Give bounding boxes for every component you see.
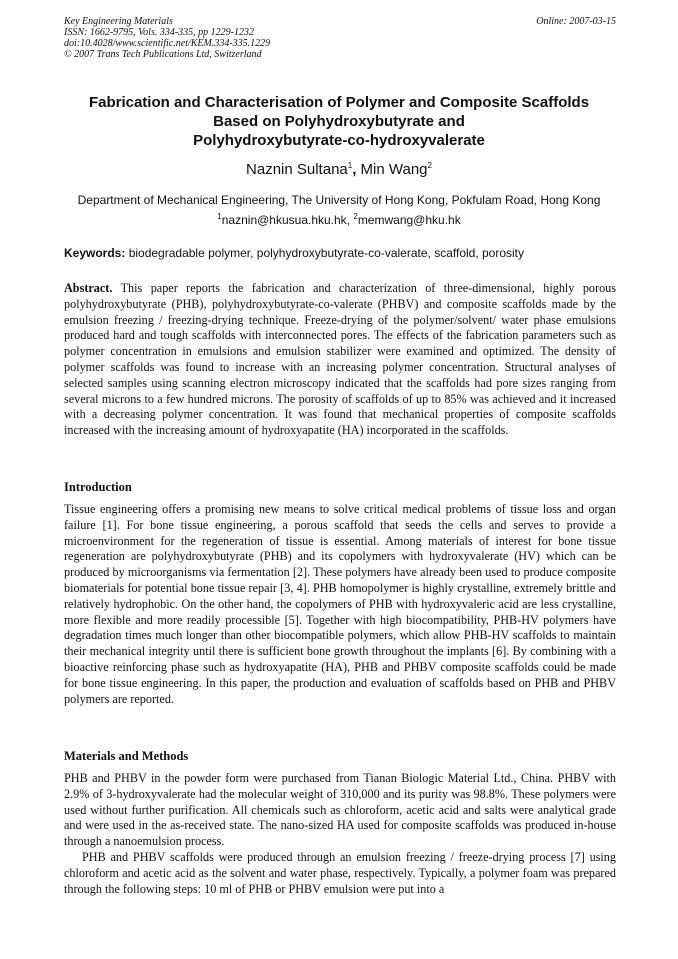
paragraph: PHB and PHBV scaffolds were produced through an emulsion freezing / freeze-drying process [7] using chloroform and acetic acid as the solvent and water phase, respectively. Typically, a polymer foam was prepared through the following steps: 10 ml of PHB or PHBV emulsion were put into a xyxy=(64,849,616,896)
author-name: Naznin Sultana xyxy=(246,161,348,178)
section-heading: Materials and Methods xyxy=(64,749,189,763)
keywords-text: biodegradable polymer, polyhydroxybutyrate-co-valerate, scaffold, porosity xyxy=(125,246,525,260)
journal-issn: ISSN: 1662-9795, Vols. 334-335, pp 1229-1232 xyxy=(64,27,254,38)
email-mark: 1 xyxy=(217,212,222,221)
section-heading: Introduction xyxy=(64,480,132,494)
journal-name: Key Engineering Materials xyxy=(64,16,173,27)
title-line-1: Fabrication and Characterisation of Polymer and Composite Scaffolds xyxy=(88,94,590,111)
introduction-text: Tissue engineering offers a promising new means to solve critical medical problems of tissue loss and organ failure [1]. For bone tissue engineering, a porous scaffold that seeds the cells and serves to provide a microenvironment for the regeneration of tissue is essential. Among materials of interest for bone tissue regeneration are polyhydroxybutyrate (PHB) and its copolymers with hydroxyvalerate (HV) which can be produced by microorganisms via fermentation [2]. These polymers have already been used to produce composite biomaterials for potential bone tissue repair [3, 4]. PHB homopolymer is highly crystalline, extremely brittle and relatively hydrophobic. On the other hand, the copolymers of PHB with hydroxyvaleric acid are less crystalline, more flexible and more readily processible [5]. Together with high biocompatibility, PHB-HV polymers have degradation times much longer than other biocompatible polymers, which allow PHB-HV scaffolds to maintain their mechanical integrity until there is sufficient bone growth throughout the implants [6]. By combining with a bioactive reinforcing phase such as hydroxyapatite (HA), PHB and PHBV composite scaffolds could be made for bone tissue engineering. In this paper, the production and evaluation of scaffolds based on PHB and PHBV polymers are reported. xyxy=(64,502,616,706)
title-line-2: Based on Polyhydroxybutyrate and xyxy=(213,113,465,130)
materials-methods-text xyxy=(64,771,616,897)
keywords xyxy=(64,246,616,260)
email-link: memwang@hku.hk xyxy=(357,213,461,227)
abstract xyxy=(64,281,616,439)
department: Department of Mechanical Engineering, The University of Hong Kong, Pokfulam Road, Hong Kong xyxy=(77,193,601,207)
title-line-3: Polyhydroxybutyrate-co-hydroxyvalerate xyxy=(193,132,485,149)
author-separator: , xyxy=(352,161,357,178)
author-affil-mark: 2 xyxy=(427,161,432,170)
paragraph: PHB and PHBV in the powder form were purchased from Tianan Biologic Material Ltd., China. PHBV with 2.9% of 3-hydroxyvalerate had the molecular weight of 310,000 and its purity was 98.8%. These polymers were used without further purification. All chemicals such as chloroform, acetic acid and salts were analytical grade and were used in the as-received state. The nano-sized HA used for composite scaffolds was produced in-house through a nanoemulsion process. xyxy=(64,771,616,849)
author-name: Min Wang xyxy=(360,161,428,178)
paper-title xyxy=(40,93,638,150)
author-affil-mark: 1 xyxy=(347,161,353,170)
abstract-label: Abstract. xyxy=(64,281,113,295)
author-emails xyxy=(0,210,678,230)
journal-copyright: © 2007 Trans Tech Publications Ltd, Switzerland xyxy=(64,49,262,60)
online-date: Online: 2007-03-15 xyxy=(536,16,616,27)
keywords-label: Keywords: xyxy=(64,246,126,260)
journal-doi: doi:10.4028/www.scientific.net/KEM.334-335.1229 xyxy=(64,38,271,49)
affiliation xyxy=(0,190,678,230)
email-mark: 2 xyxy=(353,212,358,221)
journal-header xyxy=(64,16,616,60)
author-list xyxy=(0,161,678,178)
email-link: naznin@hkusua.hku.hk, xyxy=(221,213,354,227)
abstract-text: This paper reports the fabrication and characterization of three-dimensional, highly porous polyhydroxybutyrate (PHB), polyhydroxybutyrate-co-valerate (PHBV) and composite scaffolds made by the emulsion freezing / freezing-drying technique. Freeze-drying of the polymer/solvent/ water phase emulsions produced hard and tough scaffolds with interconnected pores. The effects of the fabrication parameters such as polymer concentration in emulsions and emulsion stabilizer were examined and optimized. The density of polymer scaffolds was found to increase with an increasing polymer concentration. Structural analyses of selected samples using scanning electron microscopy indicated that the scaffolds had pore sizes ranging from several microns to a few hundred microns. The porosity of scaffolds of up to 85% was achieved and it increased with a decreasing polymer concentration. It was found that mechanical properties of composite scaffolds increased with the increasing amount of hydroxyapatite (HA) incorporated in the scaffolds. xyxy=(64,281,616,438)
